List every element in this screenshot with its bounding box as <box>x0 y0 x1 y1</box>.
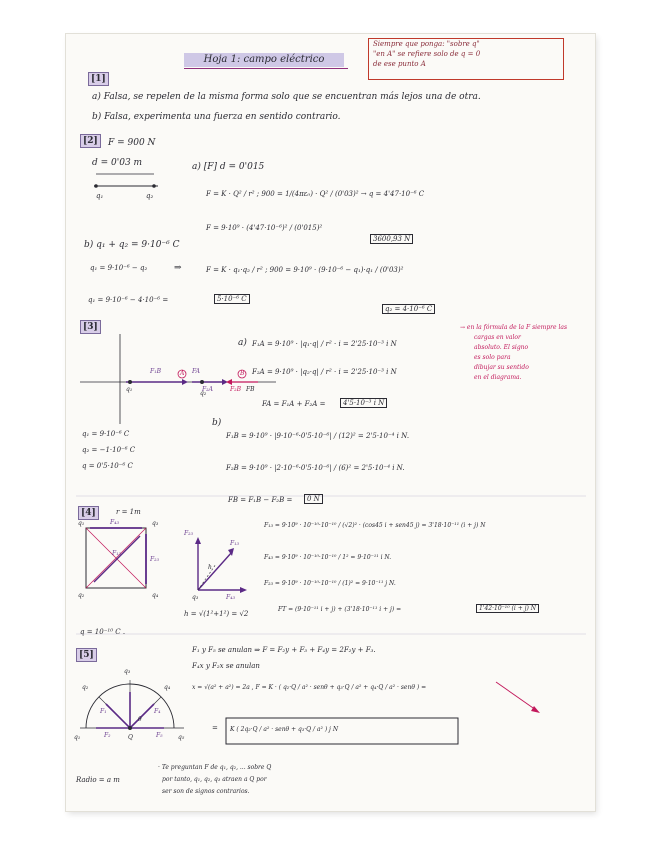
charge-value-q2: q₂ = −1·10⁻⁶ C <box>82 446 136 454</box>
equation-4-2: F₄₃ = 9·10⁹ · 10⁻¹⁰·10⁻¹⁰ / 1² = 9·10⁻¹¹ i N. <box>264 554 392 561</box>
part-2b-heading: b) q₁ + q₂ = 9·10⁻⁶ C <box>84 240 180 250</box>
diagram-label-fb: FB <box>246 386 255 393</box>
diagram-label-f2a: F₂A <box>202 386 213 393</box>
result-5: K ( 2q₂·Q / a² · senθ + q₃·Q / a² ) j N <box>230 726 339 733</box>
vector-label-f13: F₁₃ <box>230 540 239 547</box>
square-force-f13: F₁₃ <box>112 550 121 557</box>
equation-3a-1: F₁A = 9·10⁹ · |q₁·q| / r² · i = 2'25·10⁻³ i N <box>252 340 397 348</box>
result-5-prefix: = <box>212 724 218 732</box>
pink-note-line: cargas en valor <box>474 334 521 341</box>
square-label-q2: q₂ <box>78 592 85 599</box>
final-note-line: · Te preguntan F de q₁, q₂, ... sobre Q <box>158 764 272 771</box>
equation-2b-2: F = K · q₁·q₂ / r² ; 900 = 9·10⁹ · (9·10⁻⁶ − q₁)·q₁ / (0'03)² <box>206 266 404 274</box>
semicircle-center-q: Q <box>128 734 133 741</box>
square-force-f43: F₄₃ <box>110 519 119 526</box>
vector-label-h: h <box>208 564 212 571</box>
section-label-4: [4] <box>78 506 99 520</box>
implies-arrow: ⇒ <box>174 263 182 273</box>
vector-label-f43: F₄₃ <box>226 594 235 601</box>
equation-3a-2: F₂A = 9·10⁹ · |q₂·q| / r² · i = 2'25·10⁻³ i N <box>252 368 397 376</box>
diagonal-length: h = √(1²+1²) = √2 <box>184 610 249 618</box>
square-label-q4: q₄ <box>152 592 159 599</box>
vector-label-f23: F₂₃ <box>184 530 193 537</box>
answer-1a: a) Falsa, se repelen de la misma forma solo que se encuentran más lejos una de otra. <box>92 92 481 102</box>
equation-4-4: FT = (9·10⁻¹¹ i + j) + (3'18·10⁻¹¹ i + j) = <box>278 606 402 613</box>
final-note-line: por tanto, q₁, q₂, q₃ atraen a Q por <box>162 776 267 783</box>
diagram-label-fa: FA <box>192 368 200 375</box>
equation-4-3: F₂₃ = 9·10⁹ · 10⁻¹⁰·10⁻¹⁰ / (1)² = 9·10⁻¹¹ j N. <box>264 580 396 587</box>
charge-label-q1: q₁ <box>96 192 104 200</box>
semicircle-force-f5: F₅ <box>156 732 163 739</box>
diagram-label-f2b: F₂B <box>230 386 241 393</box>
equation-3b-3: FB = F₁B − F₂B = <box>228 496 293 504</box>
charge-q-value: q = 10⁻¹⁰ C . <box>80 628 126 636</box>
semicircle-force-f4: F₄ <box>154 708 161 715</box>
semicircle-label-q4: q₄ <box>164 684 171 691</box>
angle-theta: θ <box>138 716 142 723</box>
header-note-line: "en A" se refiere solo de q = 0 <box>373 50 481 58</box>
vector-label-q3: q₃ <box>192 594 199 601</box>
pink-note-line: en el diagrama. <box>474 374 522 381</box>
side-length: r = 1m <box>116 508 141 516</box>
header-note-line: de ese punto A <box>373 60 426 68</box>
charge-value-q1: q₁ = 9·10⁻⁶ C <box>82 430 130 438</box>
equation-2a-1: F = K · Q² / r² ; 900 = 1/(4πε₀) · Q² / (0'03)² → q = 4'47·10⁻⁶ C <box>206 190 425 198</box>
section-label-5: [5] <box>76 648 97 662</box>
page-title: Hoja 1: campo eléctrico <box>184 53 344 67</box>
equation-3a-3: FA = F₁A + F₂A = <box>262 400 326 408</box>
square-label-q3: q₃ <box>152 520 159 527</box>
equation-5-3: x = √(a² + a²) = 2a , F = K · ( q₂·Q / a² · senθ + q₃·Q / a² + q₄·Q / a² · senθ ) = <box>192 684 427 691</box>
header-note-line: Siempre que ponga: "sobre q" <box>373 40 480 48</box>
semicircle-label-q2: q₂ <box>82 684 89 691</box>
equation-2b-3: q₁ = 9·10⁻⁶ − 4·10⁻⁶ = <box>88 296 169 304</box>
section-label-2: [2] <box>80 134 101 148</box>
equation-3b-2: F₂B = 9·10⁹ · |2·10⁻⁶·0'5·10⁻⁶| / (6)² = 2'5·10⁻⁴ i N. <box>226 464 405 472</box>
diagram-label-q1: q₁ <box>126 386 133 393</box>
part-3a-heading: a) <box>238 338 247 348</box>
result-3b: 0 N <box>304 494 323 504</box>
diagram-point-a: A <box>180 370 185 377</box>
equation-4-1: F₁₃ = 9·10⁹ · 10⁻¹⁰·10⁻¹⁰ / (√2)² · (cos45 i + sen45 j) = 3'18·10⁻¹¹ (i + j) N <box>264 522 486 529</box>
equation-2a-2: F = 9·10⁹ · (4'47·10⁻⁶)² / (0'015)² <box>206 224 323 232</box>
charge-value-q: q = 0'5·10⁻⁶ C <box>82 462 133 470</box>
diagram-label-f1b: F₁B <box>150 368 161 375</box>
equation-5-2: F₄x y F₂x se anulan <box>192 662 260 670</box>
equation-2b-1: q₁ = 9·10⁻⁶ − q₂ <box>90 264 148 272</box>
part-3b-heading: b) <box>212 418 222 428</box>
semicircle-force-f2: F₂ <box>104 732 111 739</box>
equation-3b-1: F₁B = 9·10⁹ · |9·10⁻⁶·0'5·10⁻⁶| / (12)² = 2'5·10⁻⁴ i N. <box>226 432 410 440</box>
radius-note: Radio = a m <box>76 776 120 784</box>
square-label-q1: q₁ <box>78 520 85 527</box>
result-2a: 3600,93 N <box>370 234 413 244</box>
pink-note-line: → en la fórmula de la F siempre las <box>460 324 568 331</box>
result-4: 1'42·10⁻¹⁰ (i + j) N <box>476 604 539 613</box>
diagrams-svg <box>66 34 595 811</box>
diagram-point-b: B <box>240 370 245 377</box>
charge-label-q2: q₂ <box>146 192 154 200</box>
pink-note-line: absoluto. El signo <box>474 344 529 351</box>
semicircle-label-q3: q₃ <box>124 668 131 675</box>
equation-5-1: F₁ y F₅ se anulan ⇒ F = F₂y + F₃ + F₄y = 2F₂y + F₃. <box>192 646 376 654</box>
answer-1b: b) Falsa, experimenta una fuerza en sentido contrario. <box>92 112 341 122</box>
notebook-page <box>66 34 595 811</box>
pink-note-line: es solo para <box>474 354 511 361</box>
section-label-1: [1] <box>88 72 109 86</box>
final-note-line: ser son de signos contrarios. <box>162 788 250 795</box>
result-3a: 4'5·10⁻³ i N <box>340 398 387 408</box>
semicircle-label-q5: q₅ <box>178 734 185 741</box>
semicircle-force-f1: F₁ <box>100 708 107 715</box>
square-force-f23: F₂₃ <box>150 556 159 563</box>
semicircle-label-q1: q₁ <box>74 734 81 741</box>
given-force: F = 900 N <box>108 138 156 148</box>
given-distance: d = 0'03 m <box>92 158 143 168</box>
diagram-label-q2: q₂ <box>200 390 207 397</box>
section-label-3: [3] <box>80 320 101 334</box>
pink-note-line: dibujar su sentido <box>474 364 529 371</box>
result-2b-q1: 5·10⁻⁶ C <box>214 294 250 304</box>
part-2a-heading: a) [F] d = 0'015 <box>192 162 265 172</box>
result-2b-q2: q₂ = 4·10⁻⁶ C <box>382 304 435 314</box>
